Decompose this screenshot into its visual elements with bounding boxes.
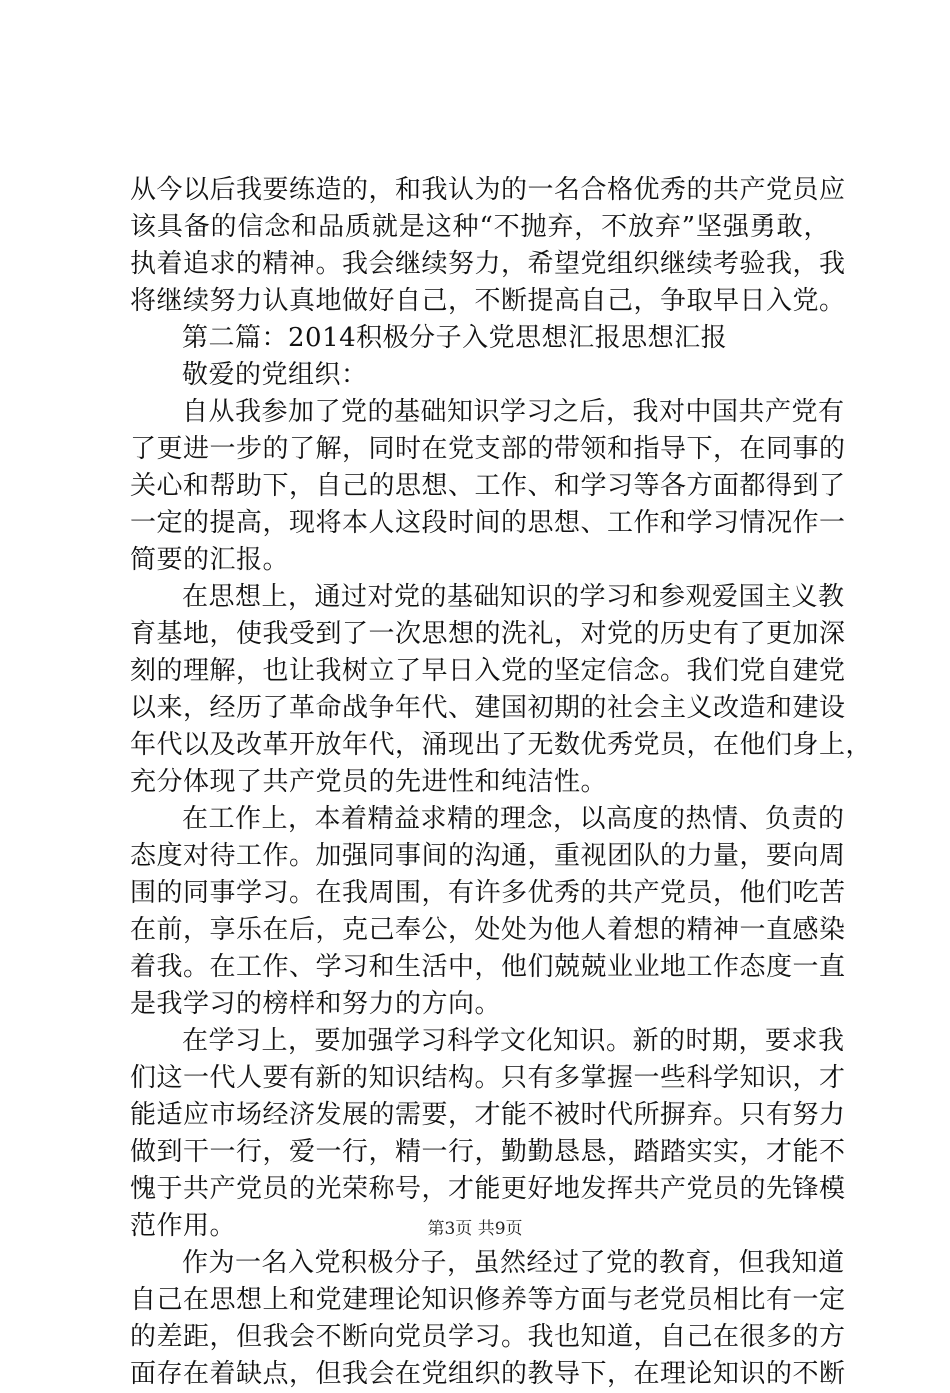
text-line: 在学习上，要加强学习科学文化知识。新的时期，要求我 xyxy=(182,1026,845,1056)
text-line: 在思想上，通过对党的基础知识的学习和参观爱国主义教 xyxy=(182,582,845,612)
text-line: 面存在着缺点，但我会在党组织的教导下，在理论知识的不断 xyxy=(130,1359,846,1389)
text-line: 了更进一步的了解，同时在党支部的带领和指导下，在同事的 xyxy=(130,434,846,464)
text-line: 将继续努力认真地做好自己，不断提高自己，争取早日入党。 xyxy=(130,286,846,316)
text-line: 态度对待工作。加强同事间的沟通，重视团队的力量，要向周 xyxy=(130,841,846,871)
text-line: 是我学习的榜样和努力的方向。 xyxy=(130,989,502,1019)
text-line: 刻的理解，也让我树立了早日入党的坚定信念。我们党自建党 xyxy=(130,656,846,686)
text-line: 愧于共产党员的光荣称号，才能更好地发挥共产党员的先锋模 xyxy=(130,1174,846,1204)
text-line: 自从我参加了党的基础知识学习之后，我对中国共产党有 xyxy=(182,397,845,427)
text-line: 作为一名入党积极分子，虽然经过了党的教育，但我知道 xyxy=(182,1248,845,1278)
text-line: 在工作上，本着精益求精的理念，以高度的热情、负责的 xyxy=(182,804,845,834)
text-line: 年代以及改革开放年代，涌现出了无数优秀党员，在他们身上， xyxy=(130,730,873,760)
text-line: 简要的汇报。 xyxy=(130,545,290,575)
text-line: 充分体现了共产党员的先进性和纯洁性。 xyxy=(130,767,608,797)
text-line: 能适应市场经济发展的需要，才能不被时代所摒弃。只有努力 xyxy=(130,1100,846,1130)
text-line: 范作用。 xyxy=(130,1211,237,1241)
text-line: 一定的提高，现将本人这段时间的思想、工作和学习情况作一 xyxy=(130,508,846,538)
page-number: 第3页 共9页 xyxy=(427,1219,523,1239)
text-line: 以来，经历了革命战争年代、建国初期的社会主义改造和建设 xyxy=(130,693,846,723)
text-line: 执着追求的精神。我会继续努力，希望党组织继续考验我，我 xyxy=(130,249,846,279)
text-line: 的差距，但我会不断向党员学习。我也知道，自己在很多的方 xyxy=(130,1322,846,1352)
section-heading: 第二篇：2014积极分子入党思想汇报思想汇报 xyxy=(182,323,728,353)
text-line: 关心和帮助下，自己的思想、工作、和学习等各方面都得到了 xyxy=(130,471,846,501)
text-line: 育基地，使我受到了一次思想的洗礼，对党的历史有了更加深 xyxy=(130,619,846,649)
salutation: 敬爱的党组织： xyxy=(182,360,368,390)
document-body xyxy=(130,172,873,1393)
text-line: 着我。在工作、学习和生活中，他们兢兢业业地工作态度一直 xyxy=(130,952,846,982)
text-line: 们这一代人要有新的知识结构。只有多掌握一些科学知识，才 xyxy=(130,1063,846,1093)
text-line: 该具备的信念和品质就是这种“不抛弃，不放弃”坚强勇敢， xyxy=(130,212,830,242)
text-line: 围的同事学习。在我周围，有许多优秀的共产党员，他们吃苦 xyxy=(130,878,846,908)
text-line: 自己在思想上和党建理论知识修养等方面与老党员相比有一定 xyxy=(130,1285,846,1315)
text-line: 从今以后我要练造的，和我认为的一名合格优秀的共产党员应 xyxy=(130,175,846,205)
text-line: 在前，享乐在后，克己奉公，处处为他人着想的精神一直感染 xyxy=(130,915,846,945)
text-line: 做到干一行，爱一行，精一行，勤勤恳恳，踏踏实实，才能不 xyxy=(130,1137,846,1167)
